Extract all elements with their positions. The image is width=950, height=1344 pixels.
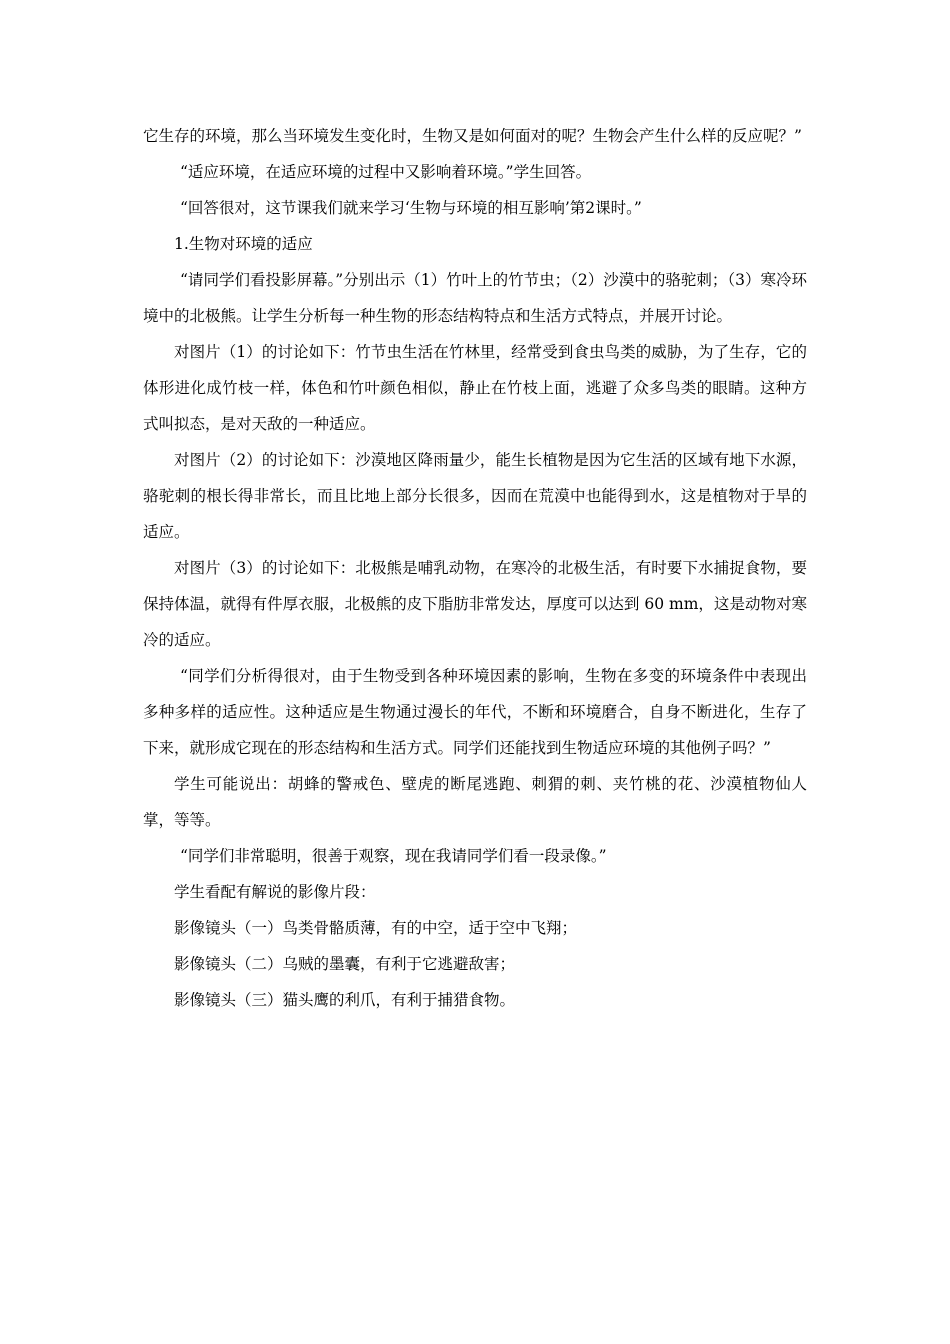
paragraph: 它生存的环境，那么当环境发生变化时，生物又是如何面对的呢？生物会产生什么样的反应呢？”	[143, 127, 802, 145]
paragraph: 对图片（3）的讨论如下：北极熊是哺乳动物，在寒冷的北极生活，有时要下水捕捉食物，要保持体温，就得有件厚衣服，北极熊的皮下脂肪非常发达，厚度可以达到 60 mm，这是动物对寒冷的适应。	[143, 559, 807, 649]
paragraph: 学生看配有解说的影像片段：	[174, 883, 376, 901]
paragraph: 对图片（2）的讨论如下：沙漠地区降雨量少，能生长植物是因为它生活的区域有地下水源，骆驼刺的根长得非常长，而且比地上部分长很多，因而在荒漠中也能得到水，这是植物对于旱的适应。	[143, 451, 807, 541]
paragraph: 影像镜头（二）乌贼的墨囊，有利于它逃避敌害；	[174, 955, 516, 973]
paragraph: 影像镜头（三）猫头鹰的利爪，有利于捕猎食物。	[174, 991, 516, 1009]
paragraph: 学生可能说出：胡蜂的警戒色、壁虎的断尾逃跑、刺猬的刺、夹竹桃的花、沙漠植物仙人掌，等等。	[143, 775, 807, 829]
section-heading: 1.生物对环境的适应	[174, 235, 313, 253]
document-body	[143, 118, 807, 1018]
paragraph: “回答很对，这节课我们就来学习‘生物与环境的相互影响’第2课时。”	[180, 199, 642, 217]
paragraph: “适应环境，在适应环境的过程中又影响着环境。”学生回答。	[180, 163, 592, 181]
paragraph: “请同学们看投影屏幕。”分别出示（1）竹叶上的竹节虫；（2）沙漠中的骆驼刺；（3）寒冷环境中的北极熊。让学生分析每一种生物的形态结构特点和生活方式特点，并展开讨论。	[143, 271, 807, 325]
paragraph: “同学们分析得很对，由于生物受到各种环境因素的影响，生物在多变的环境条件中表现出多种多样的适应性。这种适应是生物通过漫长的年代，不断和环境磨合，自身不断进化，生存了下来，就形成它现在的形态结构和生活方式。同学们还能找到生物适应环境的其他例子吗？”	[143, 667, 807, 757]
paragraph: 对图片（1）的讨论如下：竹节虫生活在竹林里，经常受到食虫鸟类的威胁，为了生存，它的体形进化成竹枝一样，体色和竹叶颜色相似，静止在竹枝上面，逃避了众多鸟类的眼睛。这种方式叫拟态，是对天敌的一种适应。	[143, 343, 807, 433]
paragraph: 影像镜头（一）鸟类骨骼质薄，有的中空，适于空中飞翔；	[174, 919, 578, 937]
paragraph: “同学们非常聪明，很善于观察，现在我请同学们看一段录像。”	[180, 847, 607, 865]
